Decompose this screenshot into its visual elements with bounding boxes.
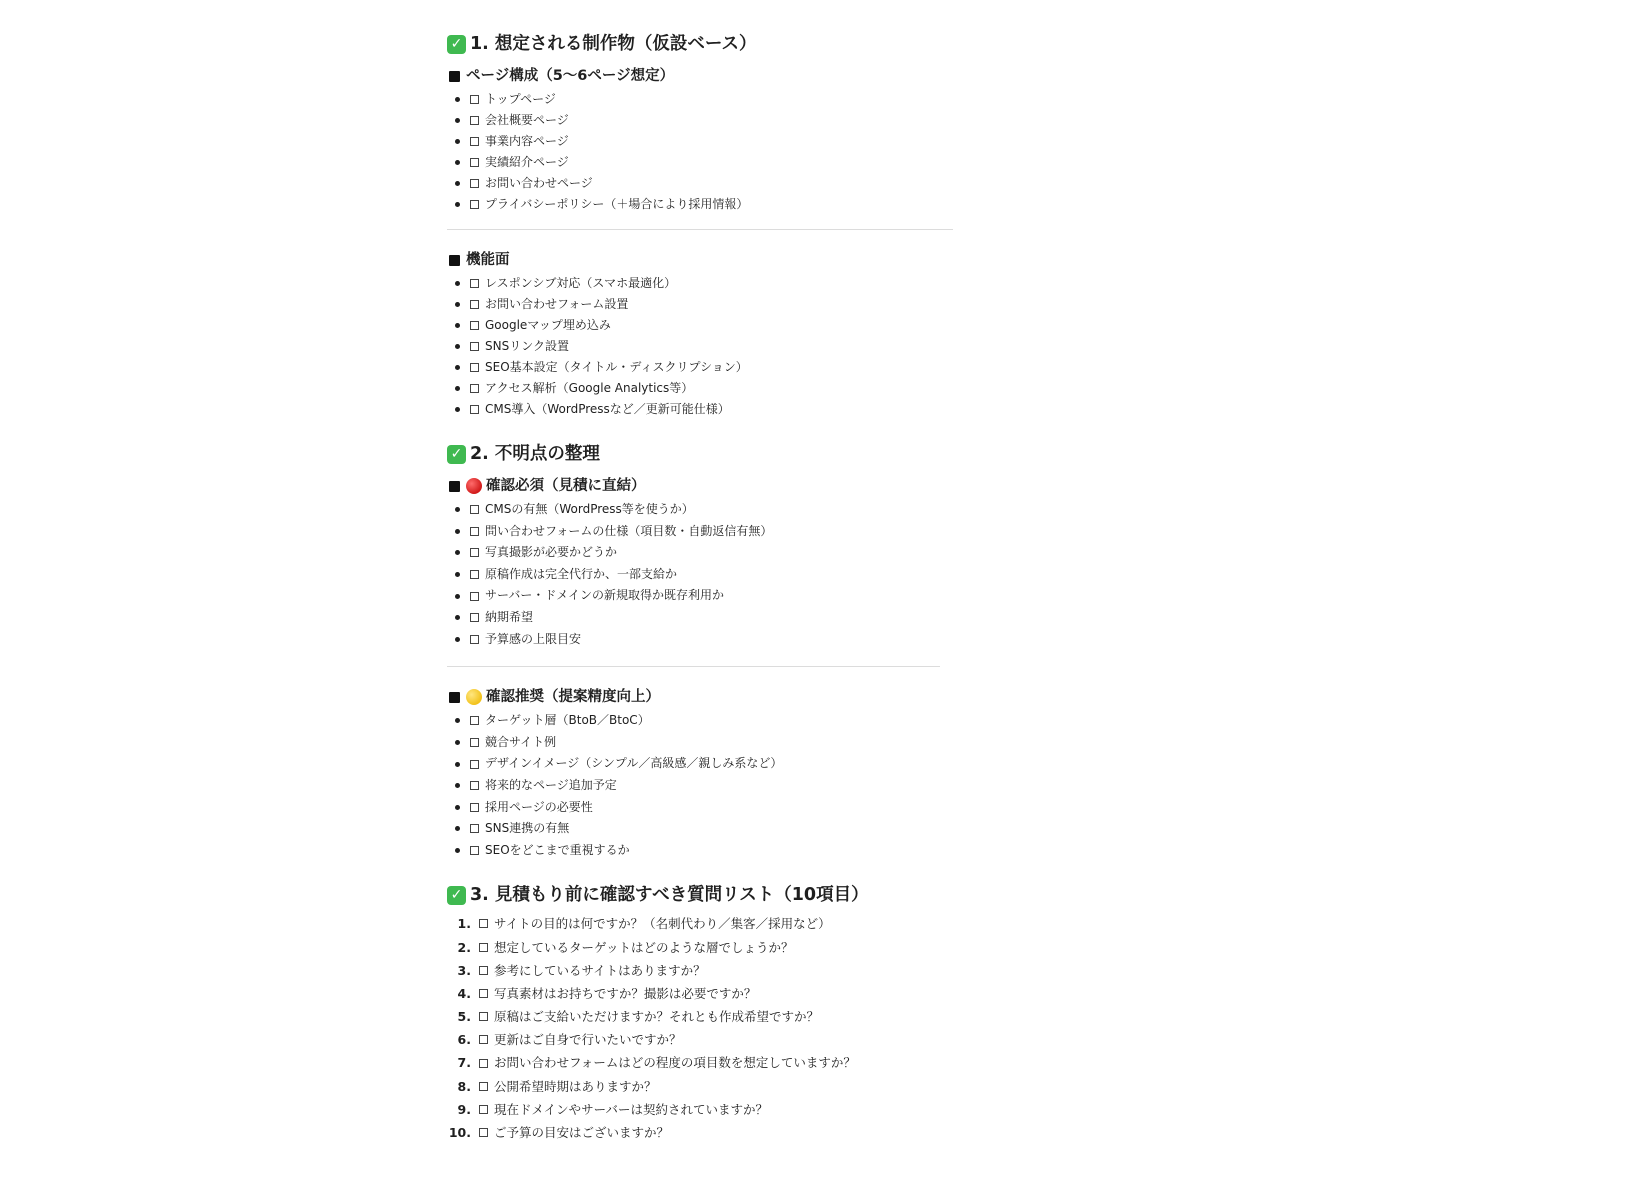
question-item [447,982,1007,1005]
question-text: 公開希望時期はありますか？ [494,1078,657,1094]
black-square-icon [449,71,460,82]
empty-checkbox-icon [479,1012,488,1021]
question-text: ご予算の目安はございますか？ [494,1125,670,1140]
empty-checkbox-icon [479,1059,488,1068]
red-circle-icon [466,478,482,494]
question-text: 写真素材はお持ちですか？撮影は必要ですか？ [494,985,757,1001]
list-item-text: SNSリンク設置 [485,339,569,353]
empty-checkbox-icon [470,803,479,812]
bullet-icon [455,202,460,207]
list-item-text: デザインイメージ（シンプル／高級感／親しみ系など） [485,756,783,771]
list-item [447,110,1007,131]
list-item [447,273,1007,294]
list-item [447,336,1007,357]
bullet-icon [455,594,460,599]
question-text: お問い合わせフォームはどの程度の項目数を想定していますか？ [494,1055,856,1071]
list-item [447,378,1007,399]
list-item-text: トップページ [485,92,556,106]
list-item [447,732,1007,754]
section-1 [447,30,1007,420]
bullet-icon [455,118,460,123]
bullet-icon [455,826,460,831]
page-structure-heading [447,64,1007,88]
list-item [447,629,1007,651]
check-mark-button-icon: ✓ [447,35,466,54]
list-item-text: 採用ページの必要性 [485,799,593,814]
bullet-icon [455,615,460,620]
empty-checkbox-icon [470,179,479,188]
bullet-icon [455,386,460,391]
bullet-icon [455,572,460,577]
empty-checkbox-icon [470,95,479,104]
empty-checkbox-icon [470,342,479,351]
features-heading-text: 機能面 [466,252,510,268]
page-structure-heading-text: ページ構成（5〜6ページ想定） [466,68,675,84]
list-item [447,294,1007,315]
list-item-text: 実績紹介ページ [485,155,569,169]
question-number: 10. [448,1125,471,1140]
question-number: 4. [457,985,471,1001]
bullet-icon [455,97,460,102]
bullet-icon [455,407,460,412]
section-2-title [447,440,1007,468]
section-3-title-text: 3. 見積もり前に確認すべき質問リスト（10項目） [470,885,869,906]
empty-checkbox-icon [479,943,488,952]
empty-checkbox-icon [479,966,488,975]
recommended-heading [447,685,1007,709]
question-number: 7. [457,1055,471,1071]
empty-checkbox-icon [470,279,479,288]
empty-checkbox-icon [470,158,479,167]
bullet-icon [455,805,460,810]
bullet-icon [455,848,460,853]
list-item-text: 問い合わせフォームの仕様（項目数・自動返信有無） [485,523,773,538]
list-item-text: 会社概要ページ [485,113,569,127]
bullet-icon [455,160,460,165]
empty-checkbox-icon [470,824,479,833]
list-item [447,194,1007,215]
section-1-title-text: 1. 想定される制作物（仮設ベース） [470,34,757,54]
empty-checkbox-icon [470,592,479,601]
section-3 [447,881,1007,1144]
list-item-text: CMSの有無（WordPress等を使うか） [485,502,694,516]
recommended-heading-text: 確認推奨（提案精度向上） [486,689,660,706]
empty-checkbox-icon [470,321,479,330]
list-item-text: 原稿作成は完全代行か、一部支給か [485,566,678,581]
bullet-icon [455,344,460,349]
document [447,30,1007,1144]
list-item [447,152,1007,173]
empty-checkbox-icon [470,527,479,536]
empty-checkbox-icon [470,716,479,725]
bullet-icon [455,302,460,307]
bullet-icon [455,139,460,144]
list-item-text: CMS導入（WordPressなど／更新可能仕様） [485,402,730,416]
empty-checkbox-icon [470,781,479,790]
list-item-text: サーバー・ドメインの新規取得か既存利用か [485,588,725,603]
black-square-icon [449,481,460,492]
check-mark-button-icon: ✓ [447,886,466,905]
list-item [447,499,1007,521]
question-text: サイトの目的は何ですか？（名刺代わり／集客／採用など） [494,916,831,932]
empty-checkbox-icon [470,846,479,855]
question-item [447,1075,1007,1098]
list-item [447,797,1007,819]
bullet-icon [455,181,460,186]
list-item-text: SEOをどこまで重視するか [485,842,630,857]
empty-checkbox-icon [479,919,488,928]
question-number: 2. [457,939,471,955]
question-number: 6. [457,1032,471,1048]
list-item-text: ターゲット層（BtoB／BtoC） [485,713,650,728]
bullet-icon [455,281,460,286]
empty-checkbox-icon [470,635,479,644]
section-3-title [447,881,1007,909]
list-item-text: お問い合わせフォーム設置 [485,297,629,311]
list-item-text: 将来的なページ追加予定 [485,777,617,792]
page-structure-list [447,89,1007,215]
list-item-text: 競合サイト例 [485,734,557,749]
list-item [447,131,1007,152]
list-item [447,89,1007,110]
question-item [447,1051,1007,1074]
empty-checkbox-icon [470,363,479,372]
question-item [447,1121,1007,1144]
empty-checkbox-icon [470,570,479,579]
empty-checkbox-icon [479,1105,488,1114]
question-text: 原稿はご支給いただけますか？それとも作成希望ですか？ [494,1009,820,1025]
question-number: 1. [457,916,471,932]
question-number: 8. [457,1078,471,1094]
section-1-title [447,30,1007,58]
list-item-text: SEO基本設定（タイトル・ディスクリプション） [485,360,748,374]
question-item [447,912,1007,935]
bullet-icon [455,507,460,512]
empty-checkbox-icon [479,1082,488,1091]
features-heading [447,248,1007,272]
question-item [447,1028,1007,1051]
question-number: 3. [457,962,471,978]
bullet-icon [455,783,460,788]
list-item-text: お問い合わせページ [485,176,593,190]
empty-checkbox-icon [479,1128,488,1137]
empty-checkbox-icon [470,405,479,414]
yellow-circle-icon [466,689,482,705]
empty-checkbox-icon [470,200,479,209]
required-heading [447,474,1007,498]
list-item [447,840,1007,862]
required-list [447,499,1007,650]
bullet-icon [455,365,460,370]
list-item-text: 納期希望 [485,609,534,624]
question-number: 9. [457,1101,471,1117]
bullet-icon [455,762,460,767]
list-item [447,585,1007,607]
black-square-icon [449,692,460,703]
list-item [447,357,1007,378]
question-list [447,912,1007,1144]
features-list [447,273,1007,420]
section-2 [447,440,1007,861]
list-item-text: SNS連携の有無 [485,821,570,836]
question-text: 想定しているターゲットはどのような層でしょうか？ [494,939,794,955]
bullet-icon [455,529,460,534]
list-item-text: Googleマップ埋め込み [485,318,611,332]
bullet-icon [455,740,460,745]
empty-checkbox-icon [470,760,479,769]
bullet-icon [455,550,460,555]
list-item [447,564,1007,586]
empty-checkbox-icon [479,1035,488,1044]
check-mark-button-icon: ✓ [447,445,466,464]
question-item [447,959,1007,982]
empty-checkbox-icon [470,548,479,557]
list-item-text: 写真撮影が必要かどうか [485,545,618,560]
list-item [447,607,1007,629]
list-item-text: レスポンシブ対応（スマホ最適化） [485,276,677,290]
list-item [447,399,1007,420]
list-item [447,315,1007,336]
required-heading-text: 確認必須（見積に直結） [486,478,646,494]
question-item [447,1098,1007,1121]
list-item [447,521,1007,543]
list-item [447,753,1007,775]
empty-checkbox-icon [470,384,479,393]
list-item-text: 事業内容ページ [485,134,569,148]
question-number: 5. [457,1009,471,1025]
empty-checkbox-icon [470,613,479,622]
question-item [447,936,1007,959]
list-item-text: アクセス解析（Google Analytics等） [485,381,694,395]
list-item [447,173,1007,194]
recommended-list [447,710,1007,861]
question-item [447,1005,1007,1028]
list-item [447,710,1007,732]
empty-checkbox-icon [470,137,479,146]
bullet-icon [455,323,460,328]
list-item-text: 予算感の上限目安 [485,631,582,646]
bullet-icon [455,718,460,723]
list-item [447,542,1007,564]
question-text: 現在ドメインやサーバーは契約されていますか？ [494,1101,769,1117]
list-item-text: プライバシーポリシー（＋場合により採用情報） [485,197,749,211]
empty-checkbox-icon [470,300,479,309]
list-item [447,818,1007,840]
empty-checkbox-icon [470,116,479,125]
empty-checkbox-icon [479,989,488,998]
empty-checkbox-icon [470,505,479,514]
list-item [447,775,1007,797]
empty-checkbox-icon [470,738,479,747]
bullet-icon [455,637,460,642]
question-text: 更新はご自身で行いたいですか？ [494,1032,682,1048]
section-2-title-text: 2. 不明点の整理 [470,444,600,464]
black-square-icon [449,255,460,266]
question-text: 参考にしているサイトはありますか？ [494,962,706,978]
